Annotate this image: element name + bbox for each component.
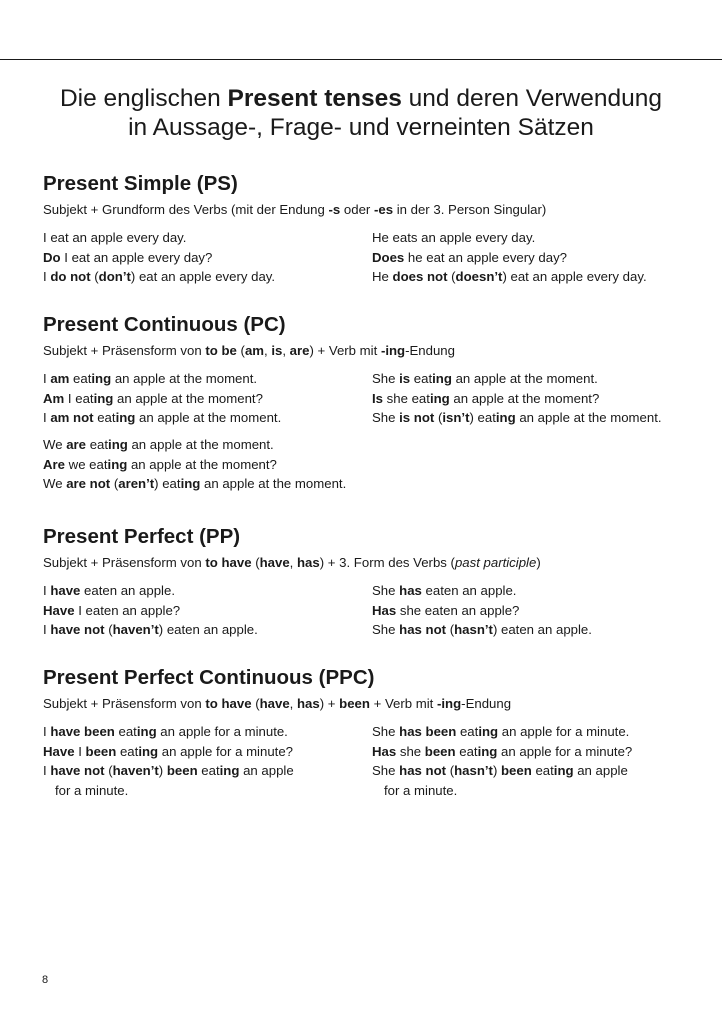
text-run: , [282, 343, 290, 358]
bold-run: to have [205, 555, 252, 570]
text-run: Subjekt + Präsensform von [43, 696, 206, 711]
text-run: ( [251, 696, 260, 711]
title-line-1 [0, 84, 722, 113]
examples-left-column [43, 581, 258, 640]
text-run: I eat [64, 390, 94, 406]
text-run: ( [434, 410, 443, 426]
example-grid [43, 228, 703, 287]
section-formula [43, 343, 703, 359]
text-run: an apple for a minute. [156, 724, 288, 739]
bold-run: Are [43, 456, 65, 472]
bold-run: ing [180, 476, 201, 492]
text-run: Die englischen [59, 85, 228, 112]
bold-run: ing [108, 437, 128, 452]
examples-right-column [372, 369, 662, 428]
section-present-continuous [43, 313, 703, 494]
italic-run: past participle [454, 555, 537, 570]
bold-run: has not [399, 622, 447, 638]
text-run: I [43, 410, 51, 426]
text-run: Subjekt + Präsensform von [43, 555, 206, 570]
example-line [43, 620, 258, 640]
text-run: He [372, 269, 393, 285]
example-grid [43, 581, 703, 640]
text-run: ( [104, 622, 113, 638]
bold-run: am not [50, 410, 94, 426]
bold-run: is not [399, 410, 435, 426]
text-run: ( [251, 555, 260, 570]
examples-right-column [372, 228, 647, 287]
section-present-perfect [43, 525, 703, 640]
text-run: an apple at the moment. [451, 371, 598, 386]
text-run: ) eat [469, 410, 496, 426]
text-run: ( [447, 269, 456, 285]
bold-run: ing [136, 724, 157, 739]
text-run: I [43, 724, 51, 739]
bold-run: ing [553, 763, 574, 779]
example-line [372, 389, 662, 409]
text-run: an apple at the moment. [111, 371, 258, 386]
page-number: 8 [42, 974, 49, 986]
section-formula [43, 555, 703, 571]
bold-run: has not [399, 763, 447, 779]
text-run: I eaten an apple? [74, 602, 181, 618]
text-run: eaten an apple. [421, 583, 517, 598]
bold-run: ing [432, 371, 452, 386]
text-run: ( [446, 763, 455, 779]
text-run: ) eat an apple every day. [502, 269, 647, 285]
example-line [372, 761, 632, 781]
text-run: an apple at the moment? [127, 456, 277, 472]
text-run: ( [110, 476, 119, 492]
text-run: I [43, 583, 51, 598]
example-line [372, 248, 647, 268]
text-run: I [43, 269, 51, 285]
text-run: an apple at the moment? [449, 390, 600, 406]
section-heading: Present Continuous (PC) [43, 313, 286, 336]
text-run: She [372, 583, 400, 598]
examples-plural-block [43, 435, 703, 494]
text-run: an apple at the moment? [113, 390, 263, 406]
bold-run: hasn’t [454, 622, 493, 638]
text-run: she eaten an apple? [396, 602, 520, 618]
text-run: -Endung [405, 343, 455, 358]
text-run: eat [86, 437, 109, 452]
bold-run: Does [372, 249, 405, 265]
text-run: eat [69, 371, 92, 386]
example-line [43, 474, 703, 494]
text-run: + Verb mit [369, 696, 437, 711]
text-run: -Endung [461, 696, 512, 711]
bold-run: to be [205, 343, 237, 358]
example-line [43, 408, 281, 428]
example-line [43, 455, 703, 475]
bold-run: ing [115, 410, 136, 426]
text-run: , [289, 696, 297, 711]
text-run: She [372, 622, 400, 638]
bold-run: ing [429, 390, 450, 406]
bold-run: doesn’t [455, 269, 503, 285]
bold-run: Present tenses [227, 85, 402, 112]
text-run: , [264, 343, 272, 358]
bold-run: have been [50, 724, 115, 739]
top-rule [0, 59, 722, 60]
bold-run: ing [91, 371, 112, 386]
bold-run: isn’t [442, 410, 470, 426]
example-line [372, 228, 647, 248]
example-line [43, 267, 275, 287]
text-run: for a minute. [55, 782, 129, 798]
bold-run: is [271, 343, 283, 358]
bold-run: has [296, 696, 320, 711]
examples-left-column [43, 228, 275, 287]
example-line [43, 389, 281, 409]
example-line [372, 620, 592, 640]
text-run: oder [340, 202, 374, 217]
text-run: ( [236, 343, 245, 358]
section-present-simple [43, 172, 703, 287]
bold-run: ing [138, 743, 159, 759]
text-run: eat [197, 763, 220, 779]
bold-run: -s [328, 202, 341, 217]
text-run: ) + 3. Form des Verbs ( [319, 555, 455, 570]
bold-run: Is [372, 390, 383, 406]
text-run: She [372, 410, 400, 426]
bold-run: haven’t [112, 622, 159, 638]
example-grid [43, 369, 703, 428]
example-line [43, 435, 703, 455]
text-run: ( [90, 269, 99, 285]
text-run: ) eat [154, 476, 181, 492]
text-run: an apple [573, 763, 628, 779]
bold-run: am [244, 343, 264, 358]
bold-run: -es [373, 202, 394, 217]
text-run: an apple at the moment. [515, 410, 662, 426]
example-grid [43, 722, 703, 801]
bold-run: -ing [380, 343, 406, 358]
bold-run: been [85, 743, 117, 759]
text-run: We [43, 437, 67, 452]
text-run: ( [104, 763, 113, 779]
title-line-2 [0, 113, 722, 142]
example-line [372, 742, 632, 762]
text-run: ) + [319, 696, 340, 711]
bold-run: are not [66, 476, 111, 492]
text-run: an apple for a minute? [497, 743, 633, 759]
examples-right-column [372, 722, 632, 800]
bold-run: is [399, 371, 411, 386]
section-heading: Present Simple (PS) [43, 172, 238, 195]
text-run: und deren Verwendung [401, 85, 663, 112]
bold-run: Do [43, 249, 61, 265]
section-formula [43, 696, 703, 712]
text-run: in Aussage-, Frage- und verneinten Sätzen [128, 114, 594, 141]
bold-run: been [166, 763, 198, 779]
page-title [0, 84, 722, 142]
text-run: ) eaten an apple. [158, 622, 258, 638]
example-line [372, 369, 662, 389]
text-run: she [396, 743, 425, 759]
text-run: an apple [239, 763, 294, 779]
bold-run: ing [219, 763, 240, 779]
bold-run: have not [50, 622, 105, 638]
bold-run: ing [477, 743, 498, 759]
text-run: eat [93, 410, 116, 426]
text-run: we eat [65, 456, 108, 472]
bold-run: do not [50, 269, 91, 285]
bold-run: ing [93, 390, 114, 406]
text-run: She [372, 763, 400, 779]
bold-run: are [289, 343, 310, 358]
bold-run: have [259, 696, 290, 711]
text-run: eat [410, 371, 433, 386]
bold-run: am [50, 371, 70, 386]
text-run: an apple at the moment. [127, 437, 274, 452]
text-run: I eat an apple every day. [43, 230, 187, 245]
bold-run: Has [372, 602, 397, 618]
example-line [372, 267, 647, 287]
bold-run: has been [399, 724, 457, 739]
bold-run: been [424, 743, 456, 759]
bold-run: been [501, 763, 532, 779]
bold-run: Have [43, 743, 75, 759]
bold-run: hasn’t [454, 763, 493, 779]
bold-run: to have [205, 696, 252, 711]
text-run: She [372, 371, 400, 386]
bold-run: have not [50, 763, 105, 779]
text-run: I [43, 371, 51, 386]
text-run: eaten an apple. [80, 583, 175, 598]
text-run: eat [114, 724, 137, 739]
text-run: he eat an apple every day? [404, 249, 568, 265]
text-run: ( [446, 622, 455, 638]
text-run: ) [158, 763, 167, 779]
bold-run: have [50, 583, 81, 598]
text-run: , [289, 555, 297, 570]
section-formula [43, 202, 703, 218]
text-run: Subjekt + Präsensform von [43, 343, 206, 358]
text-run: in der 3. Person Singular) [393, 202, 547, 217]
example-line [372, 581, 592, 601]
example-line [43, 248, 275, 268]
text-run: ) [492, 763, 501, 779]
bold-run: ing [478, 724, 499, 739]
text-run: for a minute. [384, 782, 458, 798]
text-run: He eats an apple every day. [372, 230, 536, 245]
text-run: eat [531, 763, 554, 779]
example-line [43, 228, 275, 248]
text-run: ) eaten an apple. [492, 622, 592, 638]
bold-run: has [296, 555, 320, 570]
text-run: an apple at the moment. [200, 476, 347, 492]
bold-run: have [259, 555, 290, 570]
example-line [43, 369, 281, 389]
text-run: Subjekt + Grundform des Verbs (mit der Endung [43, 202, 329, 217]
text-run: ) [536, 555, 541, 570]
text-run: eat [456, 724, 479, 739]
bold-run: ing [495, 410, 516, 426]
text-run: I [43, 763, 51, 779]
bold-run: -ing [437, 696, 462, 711]
examples-right-column [372, 581, 592, 640]
example-line [372, 722, 632, 742]
text-run: an apple for a minute? [158, 743, 293, 759]
bold-run: been [339, 696, 370, 711]
example-line [372, 408, 662, 428]
bold-run: does not [392, 269, 448, 285]
text-run: an apple for a minute. [498, 724, 630, 739]
examples-left-column [43, 369, 281, 428]
example-line [43, 581, 258, 601]
bold-run: has [399, 583, 422, 598]
section-heading: Present Perfect Continuous (PPC) [43, 666, 375, 689]
text-run: I [74, 743, 86, 759]
example-line [43, 761, 294, 781]
text-run: We [43, 476, 67, 492]
bold-run: don’t [98, 269, 131, 285]
bold-run: Has [372, 743, 397, 759]
section-present-perfect-continuous [43, 666, 703, 801]
bold-run: haven’t [112, 763, 159, 779]
bold-run: ing [107, 456, 128, 472]
section-heading: Present Perfect (PP) [43, 525, 241, 548]
text-run: I [43, 622, 51, 638]
example-line-continuation [43, 781, 294, 801]
text-run: I eat an apple every day? [60, 249, 213, 265]
text-run: ) + Verb mit [309, 343, 381, 358]
example-line [43, 601, 258, 621]
example-line [372, 601, 592, 621]
example-line [43, 742, 294, 762]
bold-run: Am [43, 390, 65, 406]
text-run: ) eat an apple every day. [130, 269, 276, 285]
text-run: she eat [383, 390, 430, 406]
text-run: an apple at the moment. [135, 410, 282, 426]
bold-run: aren’t [118, 476, 155, 492]
bold-run: are [66, 437, 87, 452]
bold-run: Have [43, 602, 75, 618]
text-run: eat [455, 743, 478, 759]
text-run: She [372, 724, 400, 739]
text-run: eat [116, 743, 139, 759]
example-line [43, 722, 294, 742]
example-line-continuation [372, 781, 632, 801]
examples-left-column [43, 722, 294, 800]
